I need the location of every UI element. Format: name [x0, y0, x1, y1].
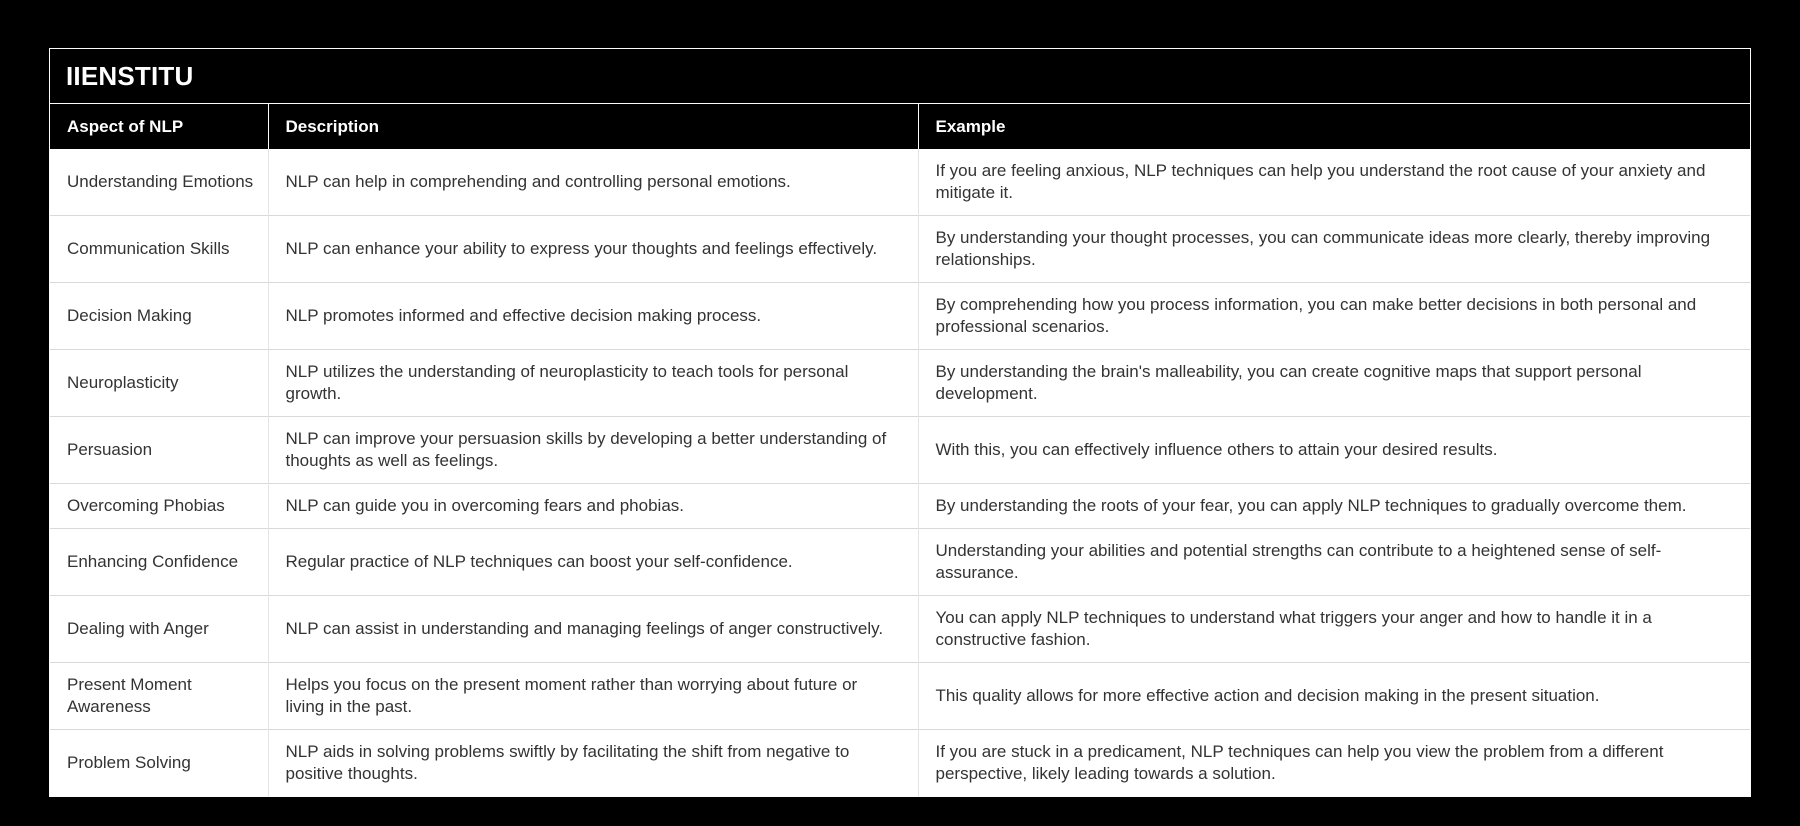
table-row [50, 529, 1750, 596]
aspect-cell: Persuasion [50, 417, 268, 484]
column-header-example: Example [918, 104, 1750, 149]
description-cell: Helps you focus on the present moment rather than worrying about future or living in the past. [268, 663, 918, 730]
aspect-cell: Dealing with Anger [50, 596, 268, 663]
description-cell: NLP can assist in understanding and managing feelings of anger constructively. [268, 596, 918, 663]
example-cell: By understanding the roots of your fear, you can apply NLP techniques to gradually overcome them. [918, 484, 1750, 529]
description-cell: NLP promotes informed and effective decision making process. [268, 283, 918, 350]
description-cell: Regular practice of NLP techniques can boost your self-confidence. [268, 529, 918, 596]
example-cell: Understanding your abilities and potential strengths can contribute to a heightened sense of self-assurance. [918, 529, 1750, 596]
aspect-cell: Present Moment Awareness [50, 663, 268, 730]
example-cell: You can apply NLP techniques to understand what triggers your anger and how to handle it in a constructive fashion. [918, 596, 1750, 663]
description-cell: NLP utilizes the understanding of neuroplasticity to teach tools for personal growth. [268, 350, 918, 417]
aspect-cell: Overcoming Phobias [50, 484, 268, 529]
table-row [50, 149, 1750, 216]
example-cell: With this, you can effectively influence others to attain your desired results. [918, 417, 1750, 484]
aspect-cell: Neuroplasticity [50, 350, 268, 417]
aspect-cell: Enhancing Confidence [50, 529, 268, 596]
table-row [50, 596, 1750, 663]
description-cell: NLP can guide you in overcoming fears and phobias. [268, 484, 918, 529]
table-row [50, 484, 1750, 529]
aspect-cell: Problem Solving [50, 730, 268, 797]
table-header-row [50, 104, 1750, 149]
nlp-table [50, 104, 1750, 796]
table-body [50, 149, 1750, 796]
example-cell: By understanding your thought processes, you can communicate ideas more clearly, thereby improving relationships. [918, 216, 1750, 283]
table-row [50, 730, 1750, 797]
column-header-aspect: Aspect of NLP [50, 104, 268, 149]
column-header-description: Description [268, 104, 918, 149]
example-cell: By understanding the brain's malleability, you can create cognitive maps that support personal development. [918, 350, 1750, 417]
description-cell: NLP can help in comprehending and controlling personal emotions. [268, 149, 918, 216]
example-cell: If you are feeling anxious, NLP techniques can help you understand the root cause of your anxiety and mitigate it. [918, 149, 1750, 216]
table-row [50, 663, 1750, 730]
example-cell: If you are stuck in a predicament, NLP techniques can help you view the problem from a different perspective, likely leading towards a solution. [918, 730, 1750, 797]
table-row [50, 350, 1750, 417]
example-cell: By comprehending how you process information, you can make better decisions in both personal and professional scenarios. [918, 283, 1750, 350]
example-cell: This quality allows for more effective action and decision making in the present situation. [918, 663, 1750, 730]
table-row [50, 216, 1750, 283]
table-row [50, 417, 1750, 484]
nlp-table-card [49, 48, 1751, 797]
table-row [50, 283, 1750, 350]
brand-title: IIENSTITU [50, 49, 1750, 104]
description-cell: NLP can improve your persuasion skills by developing a better understanding of thoughts as well as feelings. [268, 417, 918, 484]
description-cell: NLP aids in solving problems swiftly by facilitating the shift from negative to positive thoughts. [268, 730, 918, 797]
description-cell: NLP can enhance your ability to express your thoughts and feelings effectively. [268, 216, 918, 283]
aspect-cell: Understanding Emotions [50, 149, 268, 216]
aspect-cell: Decision Making [50, 283, 268, 350]
aspect-cell: Communication Skills [50, 216, 268, 283]
